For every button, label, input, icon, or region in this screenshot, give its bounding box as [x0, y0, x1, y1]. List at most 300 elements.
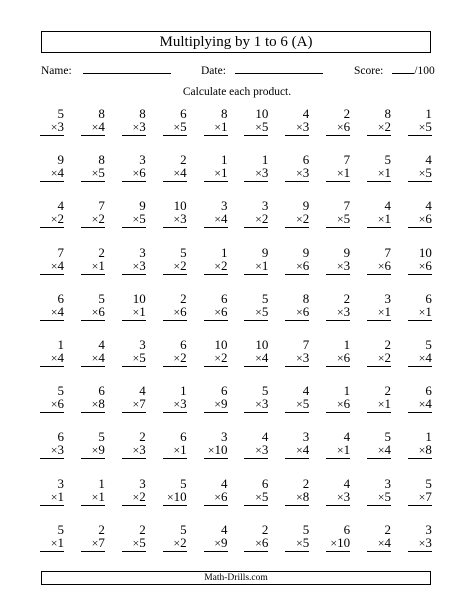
score-total: /100 [414, 65, 435, 77]
times-sign: × [295, 212, 303, 227]
times-sign: × [377, 304, 385, 319]
multiplicand: 2 [302, 475, 310, 491]
multiplicand: 9 [302, 244, 310, 260]
multiplier: 3 [180, 396, 187, 412]
multiplier: 3 [139, 257, 146, 273]
multiplier: 4 [57, 257, 64, 273]
times-sign: × [91, 166, 99, 181]
multiplier-line [81, 443, 105, 459]
problem [408, 153, 432, 193]
multiplicand: 8 [139, 106, 146, 121]
problem [367, 199, 391, 239]
multiplicand: 2 [384, 521, 391, 537]
problem [244, 338, 268, 378]
multiplier-line [408, 443, 432, 459]
multiplier: 1 [57, 488, 64, 504]
multiplicand: 4 [261, 429, 269, 445]
times-sign: × [214, 120, 221, 134]
times-sign: × [91, 443, 99, 458]
multiplier: 1 [221, 165, 228, 181]
problem [408, 430, 432, 470]
multiplier: 8 [425, 442, 432, 458]
multiplier-line [244, 351, 268, 367]
problem [40, 430, 64, 470]
multiplicand: 8 [221, 106, 228, 121]
multiplier: 7 [425, 488, 432, 504]
problem-row [40, 101, 432, 147]
multiplicand: 5 [57, 383, 64, 399]
times-sign: × [173, 535, 181, 550]
problem [285, 107, 309, 147]
multiplicand: 4 [302, 106, 310, 121]
times-sign: × [336, 304, 344, 319]
multiplier: 1 [343, 165, 351, 181]
problem [285, 430, 309, 470]
multiplier: 2 [98, 211, 105, 227]
multiplicand: 10 [255, 106, 269, 121]
multiplier: 4 [384, 442, 391, 458]
multiplier-line [367, 443, 391, 459]
problem [204, 292, 228, 332]
multiplicand: 2 [98, 244, 105, 260]
problem [285, 523, 309, 563]
multiplier: 1 [384, 303, 391, 319]
multiplier: 4 [180, 165, 187, 181]
multiplier-line [40, 259, 64, 275]
multiplier: 4 [261, 349, 269, 365]
multiplier: 6 [221, 488, 228, 504]
multiplier-line [122, 305, 146, 321]
problem [122, 292, 146, 332]
multiplier-line [244, 305, 268, 321]
problem [367, 384, 391, 424]
problem [204, 338, 228, 378]
multiplicand: 9 [261, 244, 269, 260]
multiplier-line [122, 351, 146, 367]
multiplicand: 5 [261, 383, 269, 399]
problem-row [40, 471, 432, 517]
problem [285, 384, 309, 424]
multiplier-line [367, 212, 391, 228]
multiplier-line [408, 212, 432, 228]
multiplier-line [326, 536, 350, 552]
times-sign: × [336, 258, 344, 273]
multiplicand: 3 [261, 198, 269, 214]
times-sign: × [91, 304, 99, 319]
multiplicand: 4 [221, 475, 228, 491]
multiplier: 3 [139, 442, 146, 458]
multiplicand: 4 [384, 198, 391, 214]
multiplier-line [81, 351, 105, 367]
multiplier: 3 [180, 211, 187, 227]
times-sign: × [255, 350, 262, 365]
problem [204, 477, 228, 517]
multiplier-line [81, 397, 105, 413]
multiplier: 2 [384, 119, 391, 134]
multiplier: 10 [337, 534, 351, 550]
problem [163, 430, 187, 470]
multiplicand: 4 [343, 475, 351, 491]
multiplier-line [40, 166, 64, 182]
problem [326, 338, 350, 378]
multiplier-line [204, 490, 228, 506]
problem [163, 477, 187, 517]
problem [285, 199, 309, 239]
times-sign: × [214, 166, 221, 181]
multiplier-line [367, 259, 391, 275]
times-sign: × [418, 397, 426, 412]
problem [122, 523, 146, 563]
problem [163, 199, 187, 239]
multiplicand: 9 [139, 198, 146, 214]
times-sign: × [255, 443, 262, 458]
multiplier: 2 [139, 488, 146, 504]
multiplier: 3 [139, 119, 146, 134]
multiplier-line [408, 351, 432, 367]
multiplier-line [204, 351, 228, 367]
problem [81, 430, 105, 470]
problem [40, 384, 64, 424]
multiplicand: 5 [180, 521, 187, 537]
multiplicand: 10 [418, 244, 432, 260]
multiplier-line [81, 120, 105, 136]
multiplicand: 1 [57, 336, 64, 352]
problem [40, 523, 64, 563]
multiplicand: 4 [425, 198, 432, 214]
multiplier: 6 [384, 257, 391, 273]
multiplier-line [40, 212, 64, 228]
multiplier: 3 [302, 165, 310, 181]
problem [326, 292, 350, 332]
multiplicand: 5 [384, 429, 391, 445]
multiplicand: 1 [261, 152, 269, 168]
multiplier: 1 [57, 534, 64, 550]
multiplier: 5 [343, 211, 351, 227]
multiplier-line [285, 120, 309, 136]
multiplier-line [163, 536, 187, 552]
multiplier: 5 [261, 303, 269, 319]
multiplicand: 5 [425, 336, 432, 352]
multiplier-line [244, 166, 268, 182]
problem [326, 430, 350, 470]
multiplier: 3 [57, 119, 64, 134]
multiplicand: 5 [180, 475, 187, 491]
multiplicand: 5 [180, 244, 187, 260]
multiplier-line [285, 166, 309, 182]
multiplier-line [163, 120, 187, 136]
multiplier: 1 [98, 257, 105, 273]
problem [244, 384, 268, 424]
times-sign: × [132, 489, 140, 504]
multiplier-line [367, 397, 391, 413]
problem [326, 246, 350, 286]
multiplier: 4 [384, 534, 391, 550]
problem [408, 199, 432, 239]
problem [244, 477, 268, 517]
score-blank-line[interactable] [392, 62, 414, 74]
multiplicand: 5 [57, 106, 64, 121]
multiplicand: 5 [384, 152, 391, 168]
multiplier: 7 [139, 396, 146, 412]
multiplier: 5 [139, 349, 146, 365]
multiplier-line [122, 443, 146, 459]
times-sign: × [295, 120, 303, 134]
times-sign: × [377, 258, 385, 273]
multiplier: 2 [180, 257, 187, 273]
times-sign: × [50, 212, 58, 227]
times-sign: × [377, 443, 385, 458]
problem [244, 107, 268, 147]
problem [408, 384, 432, 424]
footer-credit: Math-Drills.com [41, 571, 431, 585]
name-blank-line[interactable] [83, 62, 171, 74]
multiplicand: 6 [261, 475, 269, 491]
multiplicand: 5 [302, 521, 310, 537]
times-sign: × [173, 120, 181, 134]
times-sign: × [214, 258, 221, 273]
multiplier: 4 [425, 396, 432, 412]
problem [122, 338, 146, 378]
times-sign: × [255, 489, 262, 504]
problem [367, 338, 391, 378]
multiplier-line [163, 212, 187, 228]
multiplicand: 6 [425, 383, 432, 399]
multiplier: 4 [221, 211, 228, 227]
problem [408, 292, 432, 332]
times-sign: × [418, 304, 426, 319]
problem [326, 523, 350, 563]
multiplier-line [204, 166, 228, 182]
score-field [354, 62, 435, 78]
multiplier-line [326, 397, 350, 413]
times-sign: × [377, 212, 385, 227]
times-sign: × [418, 120, 426, 134]
times-sign: × [377, 120, 385, 134]
times-sign: × [173, 350, 181, 365]
instructions: Calculate each product. [182, 86, 292, 98]
multiplicand: 5 [425, 475, 432, 491]
times-sign: × [255, 120, 262, 134]
problem [244, 199, 268, 239]
multiplier-line [163, 351, 187, 367]
problem [163, 246, 187, 286]
times-sign: × [50, 258, 58, 273]
times-sign: × [50, 304, 58, 319]
problem-row [40, 286, 432, 332]
multiplier-line [244, 259, 268, 275]
times-sign: × [336, 212, 344, 227]
multiplier-line [163, 443, 187, 459]
times-sign: × [377, 535, 385, 550]
multiplicand: 2 [180, 152, 187, 168]
multiplicand: 8 [384, 106, 391, 121]
multiplier-line [40, 305, 64, 321]
multiplier-line [367, 305, 391, 321]
multiplier: 3 [261, 442, 269, 458]
multiplier: 1 [384, 211, 391, 227]
multiplicand: 4 [98, 336, 105, 352]
problem [326, 384, 350, 424]
problem [163, 153, 187, 193]
multiplier-line [326, 351, 350, 367]
times-sign: × [173, 166, 181, 181]
multiplier-line [285, 443, 309, 459]
problem [244, 153, 268, 193]
problem [367, 246, 391, 286]
multiplicand: 3 [384, 290, 391, 306]
problem [122, 246, 146, 286]
date-label: Date: [201, 65, 226, 77]
multiplier: 4 [98, 119, 105, 134]
multiplicand: 1 [343, 383, 351, 399]
multiplier-line [81, 259, 105, 275]
multiplier: 6 [425, 257, 432, 273]
times-sign: × [418, 443, 426, 458]
times-sign: × [207, 443, 215, 458]
multiplier-line [40, 490, 64, 506]
multiplier-line [122, 490, 146, 506]
multiplier-line [367, 166, 391, 182]
multiplicand: 7 [302, 336, 310, 352]
problem [204, 199, 228, 239]
multiplicand: 1 [221, 152, 228, 168]
multiplier: 3 [425, 534, 432, 550]
times-sign: × [255, 166, 262, 181]
problem [244, 523, 268, 563]
problem [285, 477, 309, 517]
multiplicand: 8 [302, 290, 310, 306]
multiplier-line [285, 351, 309, 367]
multiplicand: 10 [255, 336, 269, 352]
multiplicand: 10 [173, 198, 187, 214]
multiplicand: 10 [214, 336, 228, 352]
multiplier-line [204, 443, 228, 459]
multiplier-line [81, 212, 105, 228]
multiplier-line [163, 259, 187, 275]
multiplier-line [163, 397, 187, 413]
times-sign: × [255, 258, 262, 273]
multiplier-line [244, 490, 268, 506]
multiplicand: 10 [132, 290, 146, 306]
problem [204, 107, 228, 147]
times-sign: × [295, 258, 303, 273]
multiplicand: 5 [57, 521, 64, 537]
multiplier: 6 [57, 396, 64, 412]
multiplicand: 7 [57, 244, 64, 260]
multiplier-line [326, 212, 350, 228]
problem [367, 523, 391, 563]
times-sign: × [173, 397, 181, 412]
multiplier-line [81, 166, 105, 182]
times-sign: × [173, 212, 181, 227]
times-sign: × [166, 489, 174, 504]
problem [122, 153, 146, 193]
problem [326, 199, 350, 239]
multiplicand: 7 [98, 198, 105, 214]
multiplier: 5 [261, 488, 269, 504]
multiplier: 5 [302, 534, 310, 550]
multiplier-line [285, 397, 309, 413]
times-sign: × [418, 166, 426, 181]
multiplier: 4 [302, 442, 310, 458]
times-sign: × [330, 535, 338, 550]
multiplicand: 7 [343, 198, 351, 214]
problem [81, 246, 105, 286]
multiplier: 6 [343, 119, 351, 134]
multiplier: 5 [425, 119, 432, 134]
times-sign: × [336, 350, 344, 365]
problem [40, 153, 64, 193]
multiplicand: 9 [343, 244, 351, 260]
multiplier-line [326, 490, 350, 506]
times-sign: × [295, 166, 303, 181]
multiplicand: 4 [425, 152, 432, 168]
multiplier: 7 [98, 534, 105, 550]
times-sign: × [336, 489, 344, 504]
times-sign: × [214, 212, 221, 227]
problem-grid [40, 101, 432, 563]
times-sign: × [132, 212, 140, 227]
multiplicand: 1 [425, 429, 432, 445]
multiplicand: 2 [384, 383, 391, 399]
multiplicand: 1 [425, 106, 432, 121]
problem [122, 430, 146, 470]
multiplier-line [163, 305, 187, 321]
problem [367, 153, 391, 193]
multiplicand: 6 [221, 383, 228, 399]
times-sign: × [50, 535, 58, 550]
times-sign: × [132, 166, 140, 181]
multiplicand: 4 [302, 383, 310, 399]
multiplier-line [367, 351, 391, 367]
problem [204, 430, 228, 470]
multiplicand: 6 [57, 290, 64, 306]
multiplicand: 9 [57, 152, 64, 168]
multiplier-line [408, 397, 432, 413]
multiplier-line [326, 305, 350, 321]
times-sign: × [377, 166, 385, 181]
multiplier-line [163, 166, 187, 182]
multiplier-line [163, 490, 187, 506]
problem-row [40, 332, 432, 378]
multiplier-line [204, 305, 228, 321]
multiplier-line [285, 536, 309, 552]
times-sign: × [91, 397, 99, 412]
multiplicand: 5 [98, 290, 105, 306]
multiplier-line [122, 259, 146, 275]
problem [81, 384, 105, 424]
worksheet-title: Multiplying by 1 to 6 (A) [41, 31, 431, 53]
multiplier: 1 [343, 442, 351, 458]
multiplier: 1 [384, 396, 391, 412]
multiplicand: 6 [343, 521, 351, 537]
times-sign: × [50, 120, 58, 134]
multiplicand: 2 [180, 290, 187, 306]
problem [367, 430, 391, 470]
problem [367, 292, 391, 332]
multiplier: 4 [425, 349, 432, 365]
times-sign: × [132, 304, 140, 319]
multiplier: 6 [221, 303, 228, 319]
multiplicand: 7 [384, 244, 391, 260]
date-blank-line[interactable] [235, 62, 323, 74]
multiplicand: 3 [57, 475, 64, 491]
times-sign: × [91, 489, 99, 504]
times-sign: × [91, 120, 99, 134]
multiplier: 1 [261, 257, 269, 273]
problem [122, 199, 146, 239]
problem [122, 107, 146, 147]
